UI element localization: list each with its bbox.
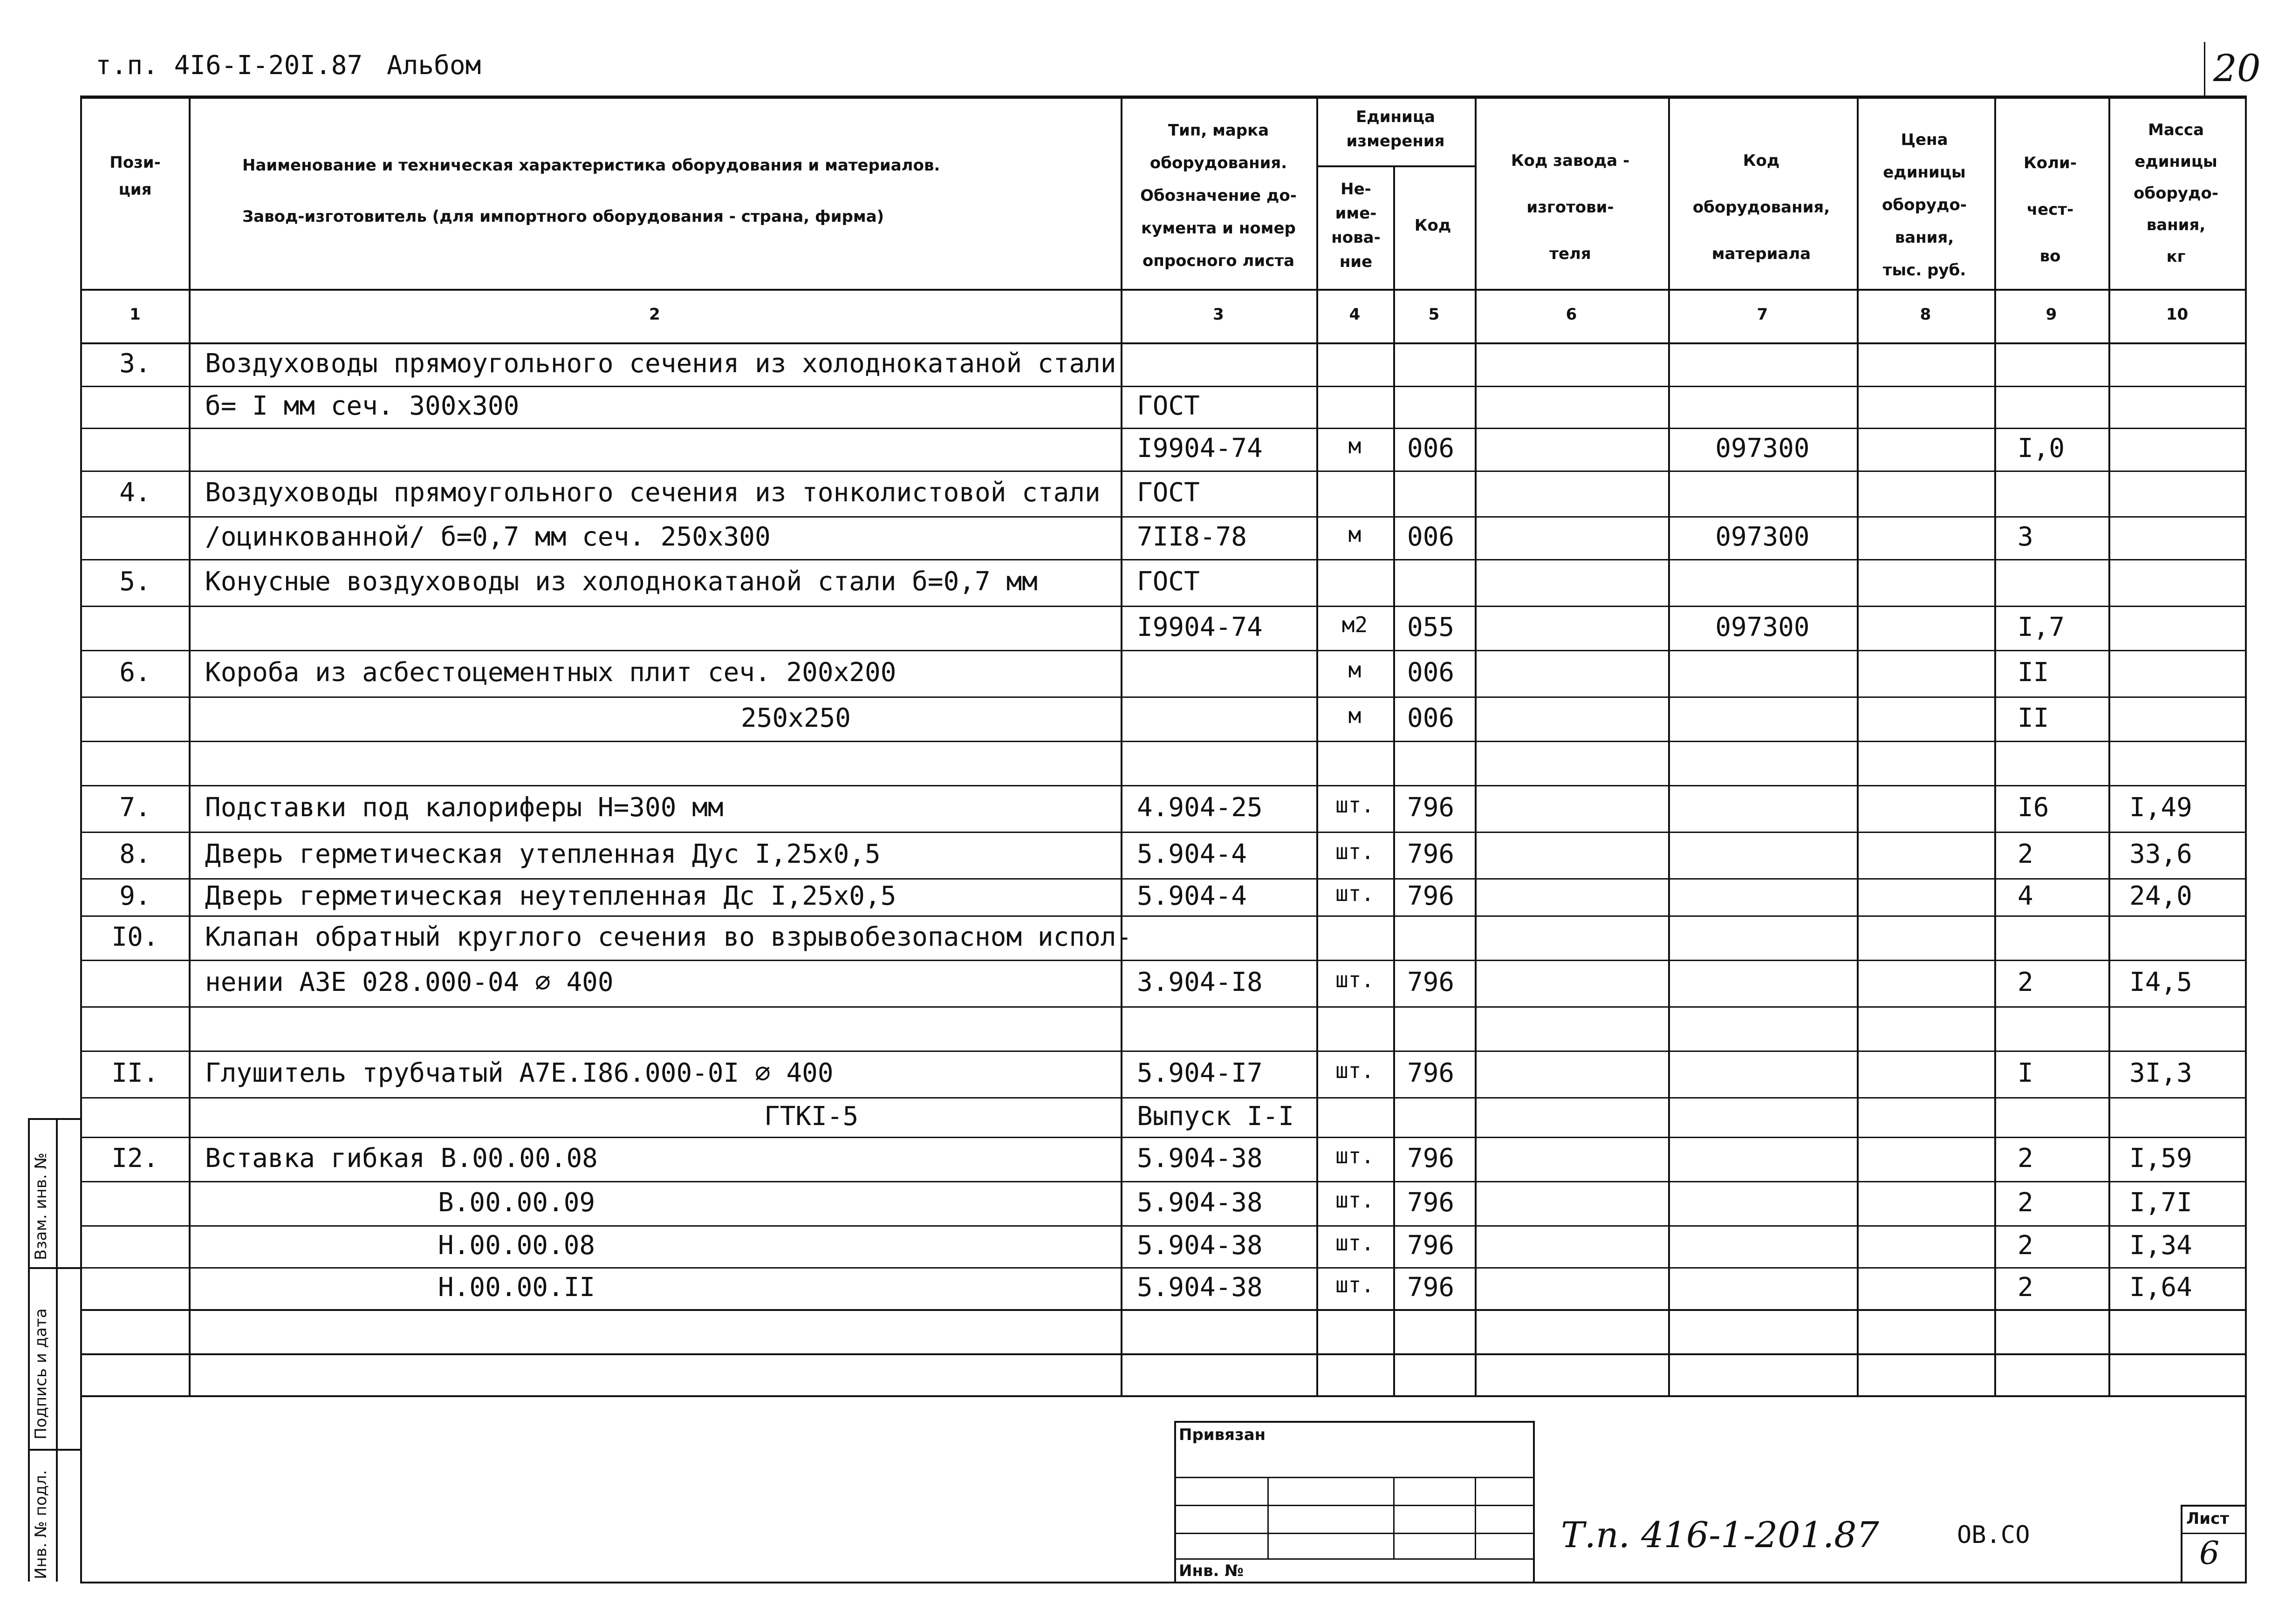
col-header-type: Тип, марка оборудования. Обозначение до- кумента и номер опросного листа xyxy=(1140,121,1297,270)
cell-type: 5.904-I7 xyxy=(1137,1058,1263,1088)
cell-pos: I0. xyxy=(111,921,159,952)
cell-name: Воздуховоды прямоугольного сечения из тонколистовой стали xyxy=(205,478,1101,508)
col-num-9: 9 xyxy=(2046,305,2057,324)
side-label-vzam: Взам. инв. № xyxy=(32,1153,50,1260)
table-row-divider xyxy=(80,650,2247,651)
cell-mass: I,49 xyxy=(2129,792,2192,823)
cell-name: Конусные воздуховоды из холоднокатаной стали б=0,7 мм xyxy=(205,566,1038,597)
cell-pos: 5. xyxy=(119,566,151,597)
cell-name: Н.00.00.08 xyxy=(438,1230,595,1261)
table-row-divider xyxy=(80,386,2247,387)
table-row-divider xyxy=(80,1267,2247,1269)
cell-code: 796 xyxy=(1407,792,1455,823)
cell-pos: 6. xyxy=(119,657,151,688)
col-header-position: Пози- ция xyxy=(109,153,161,199)
table-row-divider xyxy=(80,1051,2247,1052)
col-header-material-code: Код оборудования, материала xyxy=(1692,151,1830,263)
cell-pos: 9. xyxy=(119,881,151,911)
col-header-mass: Масса единицы оборудо- вания, кг xyxy=(2134,121,2218,266)
table-row-divider xyxy=(80,915,2247,917)
col-num-4: 4 xyxy=(1349,305,1361,324)
table-row-divider xyxy=(80,785,2247,786)
table-row-divider xyxy=(80,878,2247,880)
table-row-divider xyxy=(80,559,2247,560)
cell-type: 4.904-25 xyxy=(1137,792,1263,823)
cell-qty: 3 xyxy=(2018,522,2033,552)
cell-type: Выпуск I-I xyxy=(1137,1101,1294,1132)
cell-name: Н.00.00.II xyxy=(438,1272,595,1303)
col-num-10: 10 xyxy=(2166,305,2189,324)
cell-unit: шт. xyxy=(1335,1058,1375,1083)
page-number: 20 xyxy=(2213,47,2261,90)
cell-mass: 24,0 xyxy=(2129,881,2192,911)
cell-type: 5.904-38 xyxy=(1137,1272,1263,1303)
cell-type: 5.904-4 xyxy=(1137,881,1247,911)
cell-name: Дверь герметическая неутепленная Дс I,25x0,5 xyxy=(205,881,896,911)
cell-qty: 2 xyxy=(2018,1230,2033,1261)
cell-pos: II. xyxy=(111,1058,159,1088)
table-row-divider xyxy=(80,1137,2247,1138)
album-label: Альбом xyxy=(387,50,481,81)
cell-qty: 2 xyxy=(2018,1187,2033,1218)
table-row-divider xyxy=(80,471,2247,472)
cell-code: 796 xyxy=(1407,1058,1455,1088)
side-label-inv: Инв. № подл. xyxy=(32,1470,50,1579)
cell-type: 5.904-38 xyxy=(1137,1143,1263,1174)
cell-code: 796 xyxy=(1407,1187,1455,1218)
cell-type: I9904-74 xyxy=(1137,433,1263,464)
cell-name: В.00.00.09 xyxy=(438,1187,595,1218)
cell-mass: I,59 xyxy=(2129,1143,2192,1174)
cell-name: ГТКI-5 xyxy=(764,1101,859,1132)
cell-name: Дверь герметическая утепленная Дус I,25x0,5 xyxy=(205,839,881,869)
cell-code: 006 xyxy=(1407,522,1455,552)
col-num-8: 8 xyxy=(1920,305,1931,324)
cell-pos: I2. xyxy=(111,1143,159,1174)
table-row-divider xyxy=(80,1097,2247,1099)
col-num-7: 7 xyxy=(1757,305,1768,324)
table-row-divider xyxy=(80,832,2247,833)
cell-unit: шт. xyxy=(1335,881,1375,906)
cell-name: 250x250 xyxy=(741,703,851,733)
cell-code: 006 xyxy=(1407,657,1455,688)
cell-name: б= I мм сеч. 300x300 xyxy=(205,391,520,421)
cell-code: 006 xyxy=(1407,433,1455,464)
cell-mcode: 097300 xyxy=(1715,433,1810,464)
cell-code: 006 xyxy=(1407,703,1455,733)
cell-unit: шт. xyxy=(1335,1143,1375,1168)
cell-code: 796 xyxy=(1407,1272,1455,1303)
cell-type: 7II8-78 xyxy=(1137,522,1247,552)
table-row-divider xyxy=(80,960,2247,961)
cell-pos: 8. xyxy=(119,839,151,869)
cell-name: Вставка гибкая В.00.00.08 xyxy=(205,1143,598,1174)
cell-unit: м xyxy=(1348,522,1361,547)
cell-pos: 4. xyxy=(119,478,151,508)
cell-pos: 3. xyxy=(119,348,151,379)
col-header-name: Наименование и техническая характеристика оборудования и материалов. Завод-изготовитель (для импортного оборудования - страна, фирма) xyxy=(242,156,940,226)
col-header-price: Цена единицы оборудо- вания, тыс. руб. xyxy=(1882,130,1967,280)
cell-mass: 3I,3 xyxy=(2129,1058,2192,1088)
cell-type: 5.904-38 xyxy=(1137,1230,1263,1261)
cell-type: ГОСТ xyxy=(1137,566,1200,597)
col-header-unit-code: Код xyxy=(1414,216,1451,235)
cell-qty: 2 xyxy=(2018,839,2033,869)
cell-unit: м xyxy=(1348,433,1361,458)
table-row-divider xyxy=(80,516,2247,518)
cell-code: 796 xyxy=(1407,967,1455,997)
cell-unit: м2 xyxy=(1341,612,1368,637)
cell-qty: I xyxy=(2018,1058,2033,1088)
cell-name: Подставки под калориферы Н=300 мм xyxy=(205,792,724,823)
cell-unit: шт. xyxy=(1335,1187,1375,1213)
cell-name: Короба из асбестоцементных плит сеч. 200x200 xyxy=(205,657,896,688)
cell-qty: I6 xyxy=(2018,792,2049,823)
cell-unit: м xyxy=(1348,703,1361,728)
cell-name: Воздуховоды прямоугольного сечения из холоднокатаной стали xyxy=(205,348,1116,379)
table-row-divider xyxy=(80,696,2247,698)
table-row-divider xyxy=(80,428,2247,429)
cell-unit: шт. xyxy=(1335,967,1375,992)
col-header-plant-code: Код завода - изготови- теля xyxy=(1511,151,1630,263)
cell-type: 3.904-I8 xyxy=(1137,967,1263,997)
cell-type: I9904-74 xyxy=(1137,612,1263,642)
cell-qty: II xyxy=(2018,703,2049,733)
table-row-divider xyxy=(80,1006,2247,1008)
col-num-1: 1 xyxy=(130,305,141,324)
cell-mcode: 097300 xyxy=(1715,612,1810,642)
cell-qty: 2 xyxy=(2018,1272,2033,1303)
cell-qty: 2 xyxy=(2018,1143,2033,1174)
cell-name: /оцинкованной/ б=0,7 мм сеч. 250x300 xyxy=(205,522,771,552)
cell-name: Клапан обратный круглого сечения во взрывобезопасном испол- xyxy=(205,921,1132,952)
table-row-divider xyxy=(80,1225,2247,1227)
cell-unit: шт. xyxy=(1335,1272,1375,1297)
cell-name: нении АЗЕ 028.000-04 ∅ 400 xyxy=(205,967,614,997)
cell-code: 055 xyxy=(1407,612,1455,642)
col-header-unit-group: Единица измерения xyxy=(1346,108,1445,150)
cell-type: ГОСТ xyxy=(1137,478,1200,508)
doc-reference: т.п. 4I6-I-20I.87 xyxy=(96,50,363,81)
stamp-doc-code: Т.п. 416-1-201.87 xyxy=(1561,1514,1879,1556)
cell-mass: I,7I xyxy=(2129,1187,2192,1218)
cell-code: 796 xyxy=(1407,839,1455,869)
stamp-inv-no: Инв. № xyxy=(1179,1562,1244,1580)
stamp-list-number: 6 xyxy=(2199,1535,2220,1572)
cell-type: 5.904-38 xyxy=(1137,1187,1263,1218)
cell-mass: 33,6 xyxy=(2129,839,2192,869)
cell-type: ГОСТ xyxy=(1137,391,1200,421)
cell-type: 5.904-4 xyxy=(1137,839,1247,869)
col-header-unit-name: Не- име- нова- ние xyxy=(1331,180,1381,271)
table-row-divider xyxy=(80,1181,2247,1182)
table-row-divider xyxy=(80,606,2247,607)
cell-unit: шт. xyxy=(1335,792,1375,818)
cell-qty: I,7 xyxy=(2018,612,2065,642)
cell-code: 796 xyxy=(1407,881,1455,911)
cell-code: 796 xyxy=(1407,1230,1455,1261)
cell-unit: м xyxy=(1348,657,1361,682)
stamp-privyazan: Привязан xyxy=(1179,1426,1266,1444)
col-header-quantity: Коли- чест- во xyxy=(2024,154,2077,266)
cell-qty: I,0 xyxy=(2018,433,2065,464)
stamp-list-label: Лист xyxy=(2186,1509,2229,1528)
cell-unit: шт. xyxy=(1335,839,1375,864)
col-num-6: 6 xyxy=(1566,305,1577,324)
cell-mcode: 097300 xyxy=(1715,522,1810,552)
cell-qty: 2 xyxy=(2018,967,2033,997)
col-num-2: 2 xyxy=(649,305,660,324)
cell-qty: 4 xyxy=(2018,881,2033,911)
col-num-5: 5 xyxy=(1428,305,1440,324)
table-row-divider xyxy=(80,741,2247,742)
cell-mass: I4,5 xyxy=(2129,967,2192,997)
cell-pos: 7. xyxy=(119,792,151,823)
side-label-podpis: Подпись и дата xyxy=(32,1308,50,1440)
cell-mass: I,64 xyxy=(2129,1272,2192,1303)
cell-unit: шт. xyxy=(1335,1230,1375,1256)
stamp-mark: ОВ.СО xyxy=(1957,1521,2030,1549)
cell-qty: II xyxy=(2018,657,2049,688)
col-num-3: 3 xyxy=(1213,305,1224,324)
cell-name: Глушитель трубчатый А7Е.I86.000-0I ∅ 400 xyxy=(205,1058,834,1088)
cell-mass: I,34 xyxy=(2129,1230,2192,1261)
cell-code: 796 xyxy=(1407,1143,1455,1174)
